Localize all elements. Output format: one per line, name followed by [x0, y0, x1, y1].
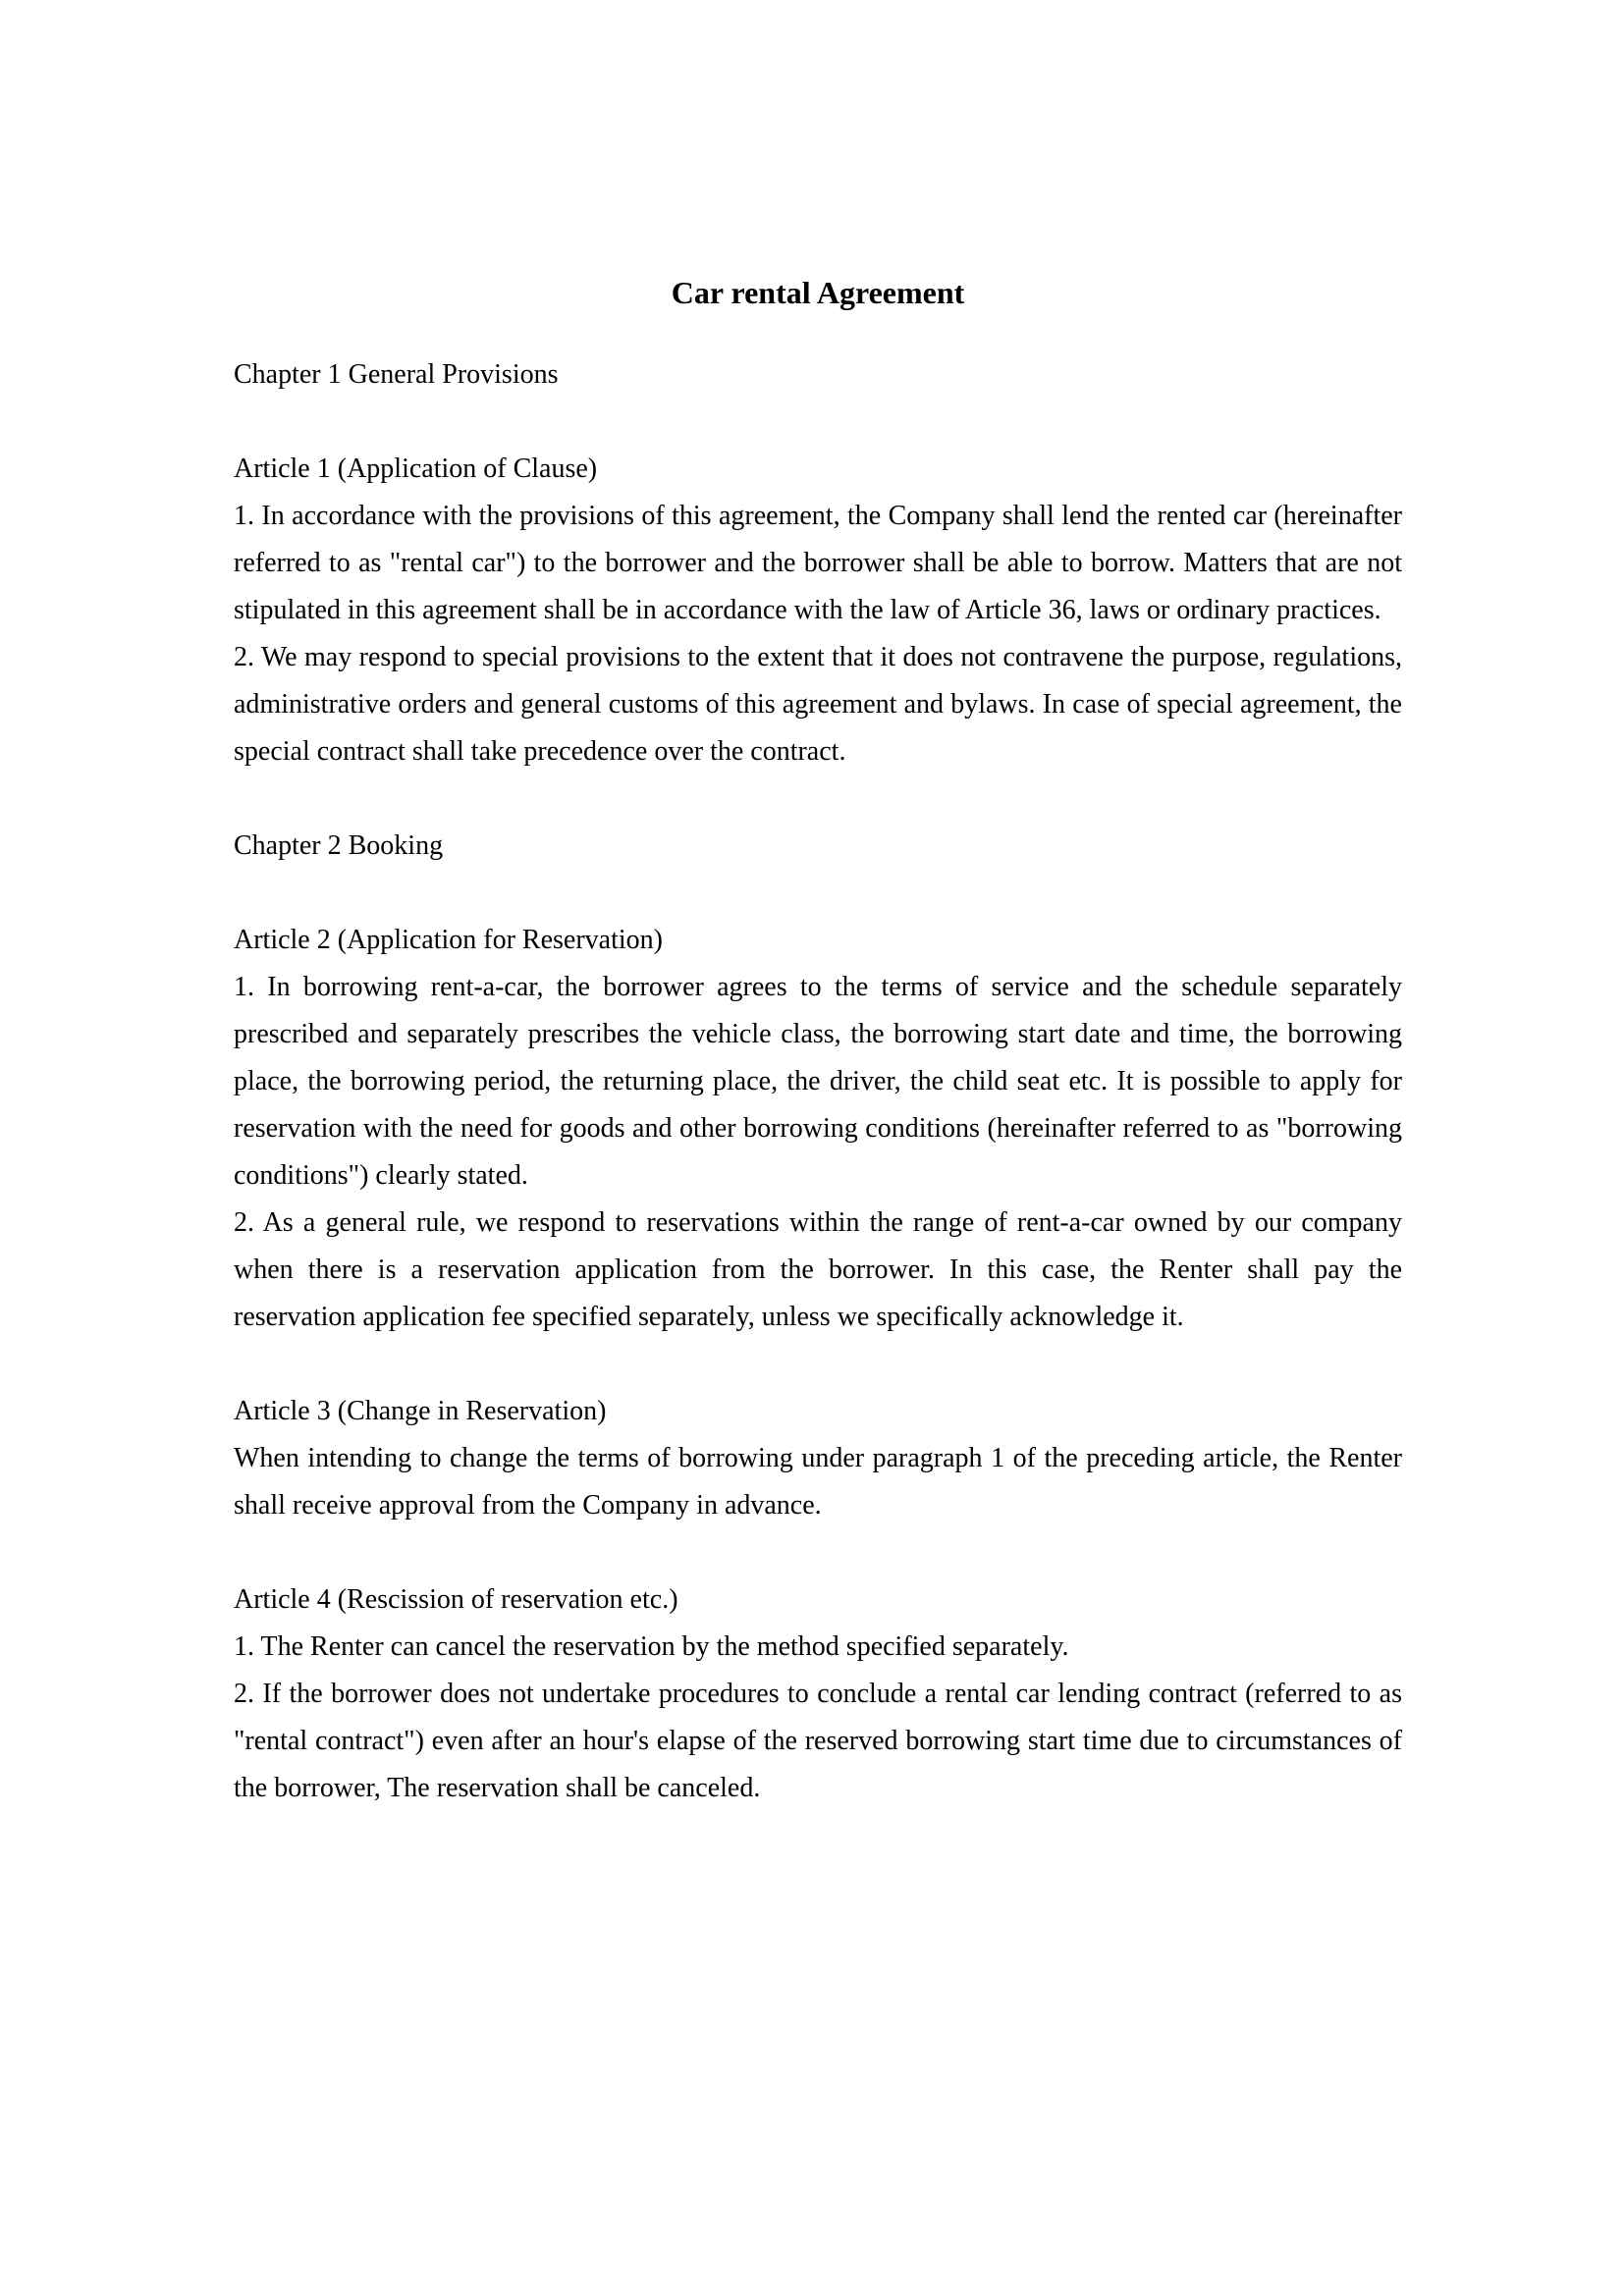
spacer [234, 870, 1402, 917]
article-heading: Article 2 (Application for Reservation) [234, 925, 663, 955]
spacer [234, 399, 1402, 446]
article-paragraph: 1. In accordance with the provisions of this agreement, the Company shall lend the rented car (hereinafter referred to as "rental car") to the borrower and the borrower shall be able to borrow. Matters that are not stipulated in this agreement shall be in accordance with the law of Article 36, laws or ordinary practices. [234, 501, 1402, 625]
spacer [234, 1341, 1402, 1388]
spacer [234, 775, 1402, 823]
article-paragraph: 1. In borrowing rent-a-car, the borrower agrees to the terms of service and the schedule separately prescribed and separately prescribes the vehicle class, the borrowing start date and time, the borrowing place, the borrowing period, the returning place, the driver, the child seat etc. It is possible to apply for reservation with the need for goods and other borrowing conditions (hereinafter referred to as "borrowing conditions") clearly stated. [234, 972, 1402, 1191]
spacer [234, 1529, 1402, 1576]
article-heading: Article 3 (Change in Reservation) [234, 1396, 607, 1426]
article-heading: Article 4 (Rescission of reservation etc.) [234, 1584, 678, 1615]
document-title: Car rental Agreement [671, 275, 965, 310]
article-paragraph: 2. If the borrower does not undertake procedures to conclude a rental car lending contract (referred to as "rental contract") even after an hour's elapse of the reserved borrowing start time due to circumstances of the borrower, The reservation shall be canceled. [234, 1679, 1402, 1803]
chapter-heading: Chapter 2 Booking [234, 830, 444, 861]
article-paragraph: When intending to change the terms of borrowing under paragraph 1 of the preceding article, the Renter shall receive approval from the Company in advance. [234, 1443, 1402, 1521]
article-paragraph: 2. We may respond to special provisions to the extent that it does not contravene the purpose, regulations, administrative orders and general customs of this agreement and bylaws. In case of special agreement, the special contract shall take precedence over the contract. [234, 642, 1402, 767]
document-page [234, 265, 1402, 1812]
article-paragraph: 1. The Renter can cancel the reservation by the method specified separately. [234, 1631, 1069, 1662]
article-paragraph: 2. As a general rule, we respond to reservations within the range of rent-a-car owned by our company when there is a reservation application from the borrower. In this case, the Renter shall pay the reservation application fee specified separately, unless we specifically acknowledge it. [234, 1207, 1402, 1332]
article-heading: Article 1 (Application of Clause) [234, 454, 598, 484]
chapter-heading: Chapter 1 General Provisions [234, 359, 559, 390]
